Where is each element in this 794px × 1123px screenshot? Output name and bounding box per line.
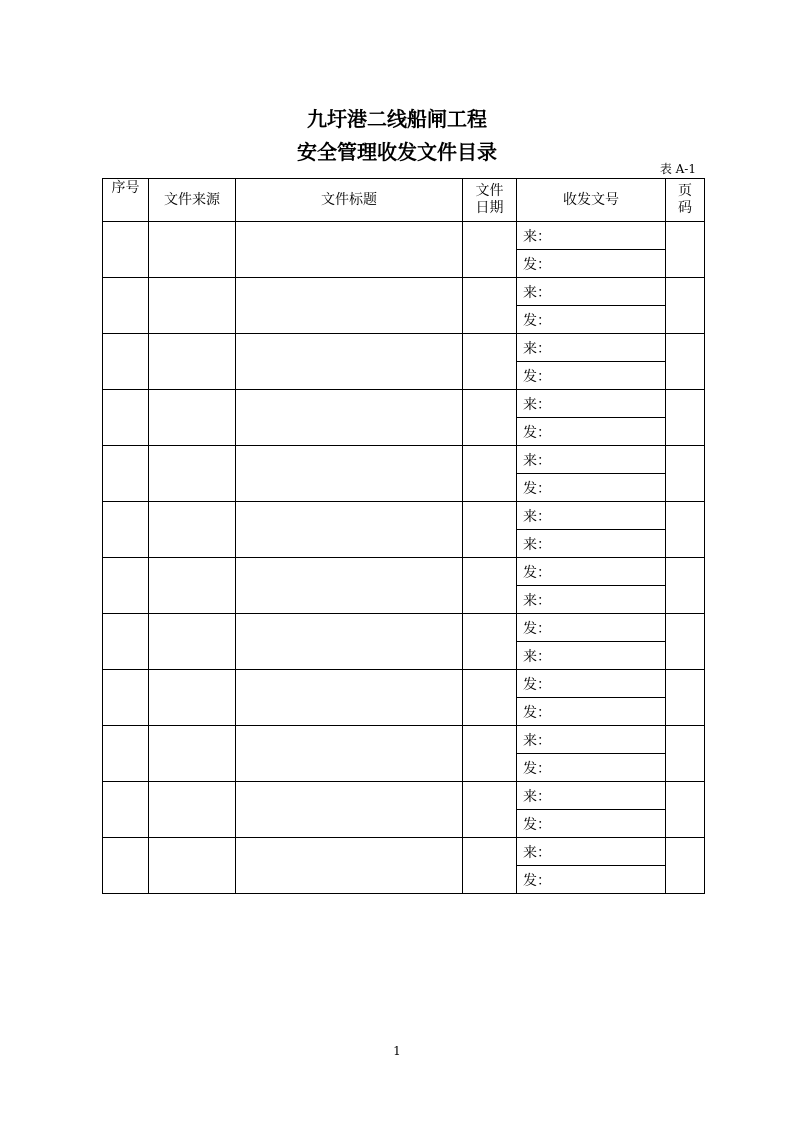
- form-number: 表 A-1: [659, 162, 696, 176]
- doc-no-first: 来：: [517, 838, 666, 866]
- source-cell: [149, 670, 236, 726]
- seq-cell: [103, 502, 149, 558]
- title-cell: [236, 726, 463, 782]
- source-cell: [149, 614, 236, 670]
- header-date-line1: 文件: [475, 183, 504, 199]
- doc-no-second: 发：: [517, 418, 666, 446]
- header-page-line1: 页: [678, 183, 692, 199]
- seq-cell: [103, 222, 149, 278]
- source-cell: [149, 334, 236, 390]
- doc-no-first: 发：: [517, 614, 666, 642]
- header-doc-no: 收发文号: [517, 179, 666, 222]
- date-cell: [463, 334, 517, 390]
- page-cell: [666, 502, 705, 558]
- date-cell: [463, 838, 517, 894]
- date-cell: [463, 670, 517, 726]
- seq-cell: [103, 614, 149, 670]
- doc-no-first: 来：: [517, 334, 666, 362]
- doc-no-second: 来：: [517, 586, 666, 614]
- date-cell: [463, 782, 517, 838]
- title-cell: [236, 782, 463, 838]
- date-cell: [463, 278, 517, 334]
- header-row: [103, 179, 705, 222]
- source-cell: [149, 726, 236, 782]
- table-row: [103, 278, 705, 306]
- header-source: 文件来源: [149, 179, 236, 222]
- page-cell: [666, 558, 705, 614]
- doc-no-first: 来：: [517, 222, 666, 250]
- title-cell: [236, 558, 463, 614]
- doc-no-second: 发：: [517, 866, 666, 894]
- doc-no-second: 来：: [517, 642, 666, 670]
- seq-cell: [103, 334, 149, 390]
- title-cell: [236, 278, 463, 334]
- doc-no-second: 发：: [517, 810, 666, 838]
- doc-no-second: 来：: [517, 530, 666, 558]
- title-cell: [236, 334, 463, 390]
- source-cell: [149, 838, 236, 894]
- page-cell: [666, 614, 705, 670]
- page-cell: [666, 670, 705, 726]
- source-cell: [149, 390, 236, 446]
- source-cell: [149, 782, 236, 838]
- table-row: [103, 726, 705, 754]
- seq-cell: [103, 782, 149, 838]
- header-seq: 序号: [103, 179, 149, 222]
- date-cell: [463, 726, 517, 782]
- doc-no-second: 发：: [517, 250, 666, 278]
- date-cell: [463, 558, 517, 614]
- table-row: [103, 334, 705, 362]
- source-cell: [149, 446, 236, 502]
- doc-no-first: 来：: [517, 502, 666, 530]
- page-cell: [666, 334, 705, 390]
- doc-no-first: 来：: [517, 390, 666, 418]
- seq-cell: [103, 278, 149, 334]
- title-cell: [236, 390, 463, 446]
- seq-cell: [103, 446, 149, 502]
- doc-no-first: 发：: [517, 558, 666, 586]
- date-cell: [463, 614, 517, 670]
- table-row: [103, 222, 705, 250]
- table-row: [103, 390, 705, 418]
- source-cell: [149, 502, 236, 558]
- seq-cell: [103, 670, 149, 726]
- table-row: [103, 502, 705, 530]
- doc-no-first: 来：: [517, 446, 666, 474]
- page-cell: [666, 782, 705, 838]
- table-row: [103, 670, 705, 698]
- date-cell: [463, 446, 517, 502]
- seq-cell: [103, 558, 149, 614]
- document-index-table: [102, 178, 705, 894]
- source-cell: [149, 278, 236, 334]
- document-title-line2: 安全管理收发文件目录: [297, 140, 497, 164]
- title-cell: [236, 502, 463, 558]
- page-cell: [666, 390, 705, 446]
- date-cell: [463, 390, 517, 446]
- title-cell: [236, 838, 463, 894]
- seq-cell: [103, 838, 149, 894]
- seq-cell: [103, 726, 149, 782]
- doc-no-second: 发：: [517, 474, 666, 502]
- seq-cell: [103, 390, 149, 446]
- header-date-line2: 日期: [475, 200, 504, 216]
- title-cell: [236, 614, 463, 670]
- header-doc-title: 文件标题: [236, 179, 463, 222]
- table-row: [103, 558, 705, 586]
- table-row: [103, 614, 705, 642]
- header-page: [666, 179, 705, 222]
- table-body: [103, 222, 705, 894]
- page-cell: [666, 446, 705, 502]
- title-cell: [236, 670, 463, 726]
- header-page-line2: 码: [678, 200, 692, 216]
- page-number: 1: [393, 1044, 401, 1058]
- page-cell: [666, 278, 705, 334]
- doc-no-first: 来：: [517, 726, 666, 754]
- document-title-line1: 九圩港二线船闸工程: [307, 107, 487, 131]
- source-cell: [149, 558, 236, 614]
- doc-no-second: 发：: [517, 362, 666, 390]
- date-cell: [463, 502, 517, 558]
- doc-no-first: 来：: [517, 278, 666, 306]
- table-row: [103, 782, 705, 810]
- source-cell: [149, 222, 236, 278]
- page-cell: [666, 838, 705, 894]
- table-row: [103, 446, 705, 474]
- table-row: [103, 838, 705, 866]
- doc-no-second: 发：: [517, 306, 666, 334]
- doc-no-second: 发：: [517, 698, 666, 726]
- date-cell: [463, 222, 517, 278]
- page-cell: [666, 726, 705, 782]
- doc-no-first: 发：: [517, 670, 666, 698]
- doc-no-second: 发：: [517, 754, 666, 782]
- page-cell: [666, 222, 705, 278]
- header-date: [463, 179, 517, 222]
- title-cell: [236, 446, 463, 502]
- doc-no-first: 来：: [517, 782, 666, 810]
- title-cell: [236, 222, 463, 278]
